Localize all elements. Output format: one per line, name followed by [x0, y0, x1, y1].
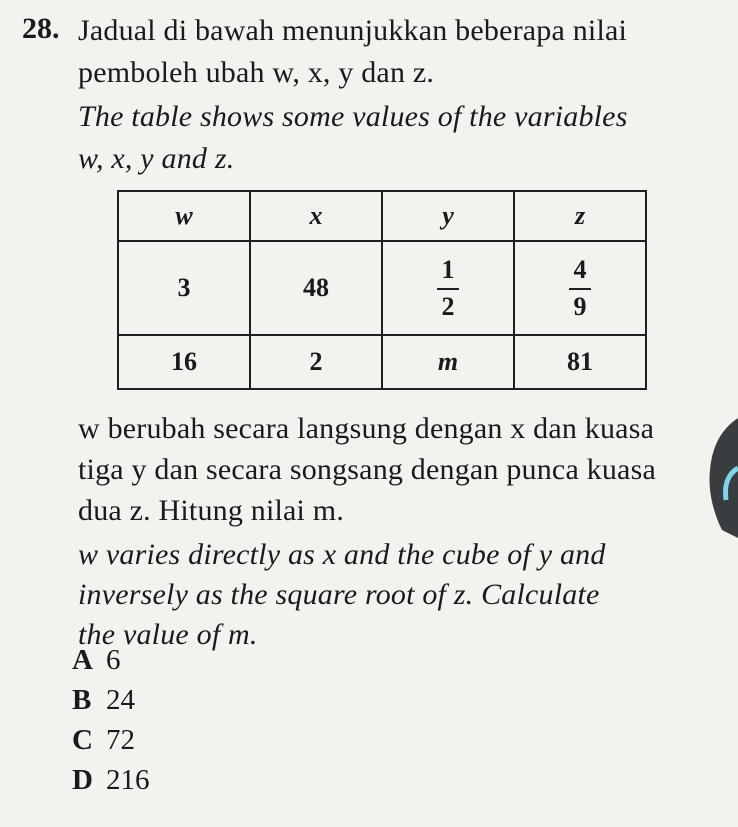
option-letter: A	[72, 644, 93, 676]
intro-english-line-1: The table shows some values of the variables	[78, 100, 628, 133]
intro-english-line-2: w, x, y and z.	[78, 142, 235, 175]
option-letter: B	[72, 684, 92, 716]
option-b[interactable]	[72, 684, 150, 724]
edge-shadow-decoration	[704, 418, 738, 538]
option-value: 216	[106, 764, 150, 796]
cell-w-2: 16	[118, 335, 250, 389]
option-value: 24	[106, 684, 135, 716]
intro-malay-line-2: pemboleh ubah w, x, y dan z.	[78, 56, 435, 89]
statement-malay-line-2: tiga y dan secara songsang dengan punca kuasa	[78, 453, 656, 486]
fraction-numerator: 4	[573, 254, 587, 284]
header-y: y	[382, 191, 514, 241]
fraction-bar	[569, 288, 591, 290]
option-value: 6	[106, 644, 121, 676]
header-z: z	[514, 191, 646, 241]
option-value: 72	[106, 724, 135, 756]
values-table	[117, 190, 647, 390]
cell-x-1: 48	[250, 241, 382, 335]
question-number: 28.	[22, 12, 60, 45]
statement-english-line-3: the value of m.	[78, 618, 258, 651]
fraction-denominator: 9	[573, 291, 587, 321]
table-row	[118, 335, 646, 389]
statement-malay-line-3: dua z. Hitung nilai m.	[78, 494, 345, 527]
option-letter: C	[72, 724, 93, 756]
fraction-denominator: 2	[441, 291, 455, 321]
cell-x-2: 2	[250, 335, 382, 389]
table-row	[118, 241, 646, 335]
table-header-row	[118, 191, 646, 241]
cell-w-1: 3	[118, 241, 250, 335]
fraction-z	[569, 254, 591, 321]
header-w: w	[118, 191, 250, 241]
cell-y-2: m	[382, 335, 514, 389]
fraction-bar	[437, 288, 459, 290]
fraction-numerator: 1	[441, 254, 455, 284]
option-a[interactable]	[72, 644, 150, 684]
statement-english-line-2: inversely as the square root of z. Calculate	[78, 578, 600, 611]
header-x: x	[250, 191, 382, 241]
option-d[interactable]	[72, 764, 150, 804]
cell-y-1	[382, 241, 514, 335]
option-letter: D	[72, 764, 93, 796]
answer-options	[72, 644, 150, 804]
intro-malay-line-1: Jadual di bawah menunjukkan beberapa nilai	[78, 14, 628, 47]
statement-malay-line-1: w berubah secara langsung dengan x dan kuasa	[78, 412, 655, 445]
cell-z-1	[514, 241, 646, 335]
cell-z-2: 81	[514, 335, 646, 389]
option-c[interactable]	[72, 724, 150, 764]
statement-english-line-1: w varies directly as x and the cube of y and	[78, 538, 606, 571]
fraction-y	[437, 254, 459, 321]
